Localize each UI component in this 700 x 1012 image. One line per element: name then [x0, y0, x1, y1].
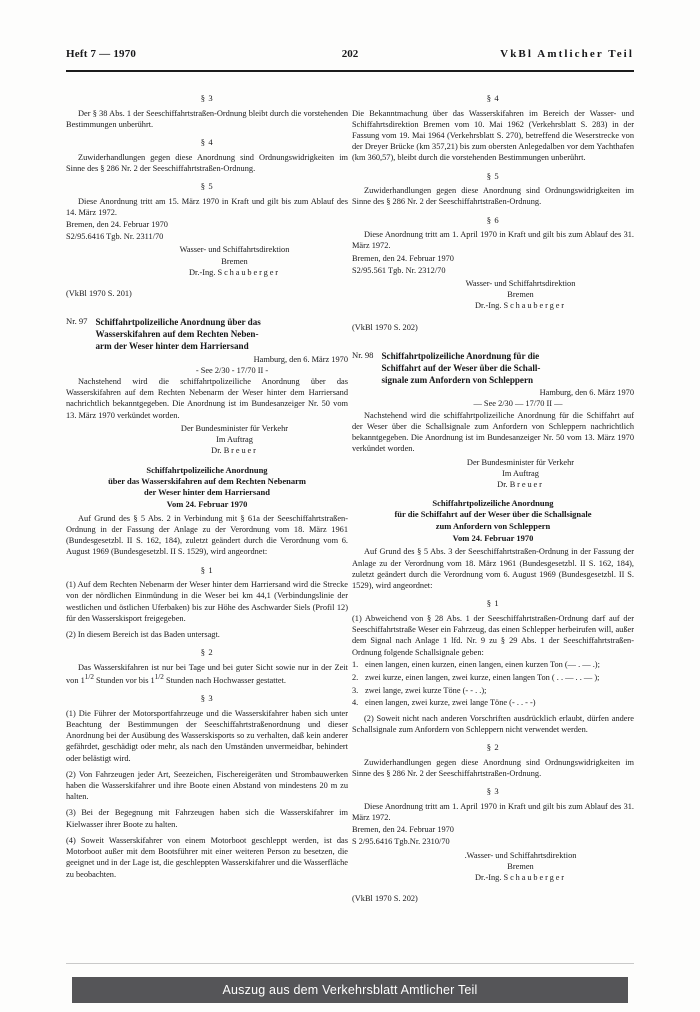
entry-98-by-order: Im Auftrag: [502, 468, 539, 478]
entry-98-signature-title: Dr.-Ing.: [475, 872, 502, 882]
entry-98-s2-text: Zuwiderhandlungen gegen diese Anordnung sind Ordnungswidrigkeiten im Sinne des § 286 Nr. 2 der Seeschiffahrtstraßen-Ordnung.: [352, 757, 634, 778]
entry-97-section-heading-2: § 2: [200, 647, 214, 658]
entry-98-authority-city: Bremen: [507, 861, 534, 871]
entry-98-signature-name: Schauberger: [503, 872, 566, 882]
entry-97-law-heading: [66, 465, 348, 499]
entry-98-minister-sig-title: Dr.: [497, 479, 508, 489]
entry-97-title-line-2: Wasserskifahren auf dem Rechten Neben-: [95, 329, 259, 340]
right-section-5-text: Zuwiderhandlungen gegen diese Anordnung sind Ordnungswidrigkeiten im Sinne des § 286 Nr. 2 der Seeschiffahrtstraßen-Ordnung.: [352, 186, 634, 207]
authority-city: Bremen: [221, 256, 248, 266]
entry-97-title-line-1: Schiffahrtpolizeiliche Anordnung über das: [95, 317, 261, 328]
entry-97-s3-p3: (3) Bei der Begegnung mit Fahrzeugen haben sich die Wasserskifahrer im Kielwasser ihrer Boote zu halten.: [66, 808, 348, 829]
page-header: [66, 48, 634, 70]
entry-97-minister-signature: [121, 445, 348, 456]
entry-98-file-reference: S 2/95.6416 Tgb.Nr. 2310/70: [352, 837, 450, 847]
entry-97-law-heading-line-2: über das Wasserskifahren auf dem Rechten Nebenarm: [108, 475, 306, 486]
section-heading-3: § 3: [200, 93, 214, 103]
entry-98-title-line-2: Schiffahrt auf der Weser über die Schall-: [381, 363, 541, 374]
entry-98-title-line-3: signale zum Anfordern von Schleppern: [381, 375, 534, 386]
entry-98-number: Nr. 98: [352, 349, 374, 360]
header-publication-title: VkBl Amtlicher Teil: [500, 48, 634, 60]
entry-97-preamble: Auf Grund des § 5 Abs. 2 in Verbindung mit § 61a der Seeschiffahrtstraßen-Ordnung in der Fassung der Anlage zu der Verordnung vom 18. März 1961 (Bundesgesetzbl. II S. 162, 184), zuletzt geändert durch die Verordnung vom 6. August 1969 (Bundesgesetzbl. II S. 1529), wird angeordnet:: [66, 513, 348, 557]
list-item-number: 2.: [352, 673, 359, 682]
entry-97-title: [95, 316, 348, 352]
authority-name: Wasser- und Schiffahrtsdirektion: [179, 245, 290, 255]
entry-98-announcement: Nachstehend wird die schiffahrtpolizeiliche Anordnung für die Schiffahrt auf der Weser über die Schallsignale zum Anfordern von Schleppern nachrichtlich bekanntgegeben. Die Anordnung ist im Bundesanzeiger Nr. 50 vom 13. März 1970 verkündet worden.: [352, 410, 634, 454]
entry-98-section-heading-3: § 3: [486, 786, 500, 797]
entry-98-heading: [352, 350, 634, 386]
entry-98-law-date: Vom 24. Februar 1970: [452, 533, 534, 544]
entry-98-title: [381, 350, 634, 386]
vkbl-reference: (VkBl 1970 S. 201): [66, 289, 132, 299]
right-signature-title: Dr.-Ing.: [475, 301, 502, 311]
list-item-text: einen langen, einen kurzen, einen langen, einen kurzen Ton (— . — .);: [365, 660, 600, 670]
right-section-heading-4: § 4: [486, 93, 500, 103]
section-5-text: Diese Anordnung tritt am 15. März 1970 in Kraft und gilt bis zum Ablauf des 14. März 1972.: [66, 196, 348, 217]
entry-97-s3-p2: (2) Von Fahrzeugen jeder Art, Seezeichen, Fischereigeräten und Strombauwerken haben die Wasserskifahrer und ihre Boote einen Abstand von mindestens 20 m zu halten.: [66, 769, 348, 802]
entry-98-section-heading-2: § 2: [486, 742, 500, 753]
entry-97-title-line-3: arm der Weser hinter dem Harriersand: [95, 341, 249, 352]
entry-97-origin: Hamburg, den 6. März 1970: [253, 354, 348, 364]
right-section-6-text: Diese Anordnung tritt am 1. April 1970 in Kraft und gilt bis zum Ablauf des 31. März 1972.: [352, 230, 634, 251]
entry-97-s2-fraction-1: 1/2: [84, 673, 94, 682]
right-authority-city: Bremen: [507, 290, 534, 300]
list-item: [352, 659, 634, 670]
entry-98-law-heading: [352, 498, 634, 532]
entry-98-minister-sig-name: Breuer: [509, 479, 544, 489]
entry-97-section-heading-3: § 3: [200, 693, 214, 704]
entry-97-s2-part-b: Stunden vor bis 1: [93, 675, 155, 685]
entry-98-origin: Hamburg, den 6. März 1970: [539, 388, 634, 398]
right-section-heading-6: § 6: [486, 214, 500, 225]
list-item: [352, 697, 634, 708]
list-item-text: zwei lange, zwei kurze Töne (- - . .);: [365, 685, 487, 695]
entry-98-law-heading-line-3: zum Anfordern von Schleppern: [435, 520, 551, 531]
entry-97-s3-p1: (1) Die Führer der Motorsportfahrzeuge und die Wasserskifahrer haben sich unter Beachtung der Bestimmungen der Seeschiffahrtstraßenordnung und dieser Anordnung bei der Ausübung des Wasserskisports so zu verhalten, daß kein anderer gefährdet, geschädigt oder mehr, als nach den Umständen unvermeidbar, behindert oder belästigt wird.: [66, 708, 348, 763]
right-vkbl-reference: (VkBl 1970 S. 202): [352, 322, 418, 332]
footer-banner: [72, 977, 628, 1003]
header-divider-rule: [66, 70, 634, 72]
entry-98-s1-p2: (2) Soweit nicht nach anderen Vorschriften ausdrücklich erlaubt, dürfen andere Schallsignale zum Anfordern von Schleppern nicht verwendet werden.: [352, 713, 634, 734]
right-file-reference: S2/95.561 Tgb. Nr. 2312/70: [352, 265, 446, 275]
left-column: [66, 86, 348, 881]
entry-97-s1-p2: (2) In diesem Bereich ist das Baden untersagt.: [66, 630, 220, 640]
list-item-number: 1.: [352, 660, 359, 670]
entry-98-law-heading-line-1: Schiffahrtpolizeiliche Anordnung: [432, 498, 554, 509]
entry-98-section-heading-1: § 1: [486, 598, 500, 609]
section-3-text: Der § 38 Abs. 1 der Seeschiffahrtstraßen-Ordnung bleibt durch die vorstehenden Bestimmungen unberührt.: [66, 108, 348, 129]
entry-97-s2-fraction-2: 1/2: [154, 673, 164, 682]
list-item-text: zwei kurze, einen langen, zwei kurze, einen langen Ton ( . . — . . — );: [365, 673, 600, 682]
entry-98-minister-block: [352, 457, 634, 491]
entry-97-minister-sig-name: Breuer: [223, 446, 258, 456]
entry-98-s3-text: Diese Anordnung tritt am 1. April 1970 in Kraft und gilt bis zum Ablauf des 31. März 1972.: [352, 801, 634, 822]
entry-98-law-heading-line-2: für die Schiffahrt auf der Weser über die Schallsignale: [394, 509, 592, 520]
section-heading-4: § 4: [200, 136, 214, 147]
entry-98-authority-name: .Wasser- und Schiffahrtsdirektion: [464, 850, 577, 860]
entry-98-signal-list: [352, 659, 634, 708]
entry-98-s1-p1: (1) Abweichend von § 28 Abs. 1 der Seeschiffahrtstraßen-Ordnung darf auf der Seeschiffahrtstraße Weser ein Fahrzeug, das einen Schlepper herbeirufen will, außer dem Signal nach Anlage 1 lfd. Nr. 9 zu § 29 Abs. 1 der Seeschiffahrtstraßen-Ordnung folgende Schallsignale geben:: [352, 613, 634, 657]
footer-divider-rule: [66, 963, 634, 964]
right-authority-name: Wasser- und Schiffahrtsdirektion: [465, 279, 576, 289]
page-number: 202: [341, 48, 359, 60]
list-item-number: 4.: [352, 698, 359, 708]
file-reference: S2/95.6416 Tgb. Nr. 2311/70: [66, 232, 164, 242]
right-signature-name: Schauberger: [503, 301, 566, 311]
entry-97-minister-sig-title: Dr.: [211, 446, 222, 456]
list-item-text: einen langen, zwei kurze, zwei lange Töne (- . . - -): [365, 698, 536, 708]
entry-97-minister-block: [66, 423, 348, 457]
entry-98-title-line-1: Schiffahrtpolizeiliche Anordnung für die: [381, 350, 540, 361]
entry-97-s2-text: [66, 662, 348, 686]
entry-spacer: [66, 299, 348, 314]
entry-97-s1-p1: (1) Auf dem Rechten Nebenarm der Weser hinter dem Harriersand wird die Strecke von der nördlichen Einmündung in die Weser bei km 44,1 (Verbindungslinie der westlichen und östlichen Uferbaken) bis zur Höhe des Aschwarder Siels (Profil 12) für den Wasserskisport freigegeben.: [66, 580, 348, 623]
authority-block: [66, 244, 348, 278]
right-section-heading-5: § 5: [486, 170, 500, 181]
entry-97-law-heading-line-1: Schiffahrtpolizeiliche Anordnung: [146, 464, 268, 475]
right-place-date: Bremen, den 24. Februar 1970: [352, 253, 454, 263]
entry-98-minister: Der Bundesminister für Verkehr: [466, 457, 575, 467]
entry-97-number: Nr. 97: [66, 316, 88, 327]
entry-97-law-date: Vom 24. Februar 1970: [166, 499, 248, 510]
entry-97-s3-p4: (4) Soweit Wasserskifahrer von einem Motorboot geschleppt werden, ist das Motorboot außer mit dem Bootsführer mit einer weiteren Person zu besetzen, die geeignet und in der Lage ist, die geschleppten Wasserskifahrer und die Wasserfläche zu beobachten.: [66, 835, 348, 879]
footer-caption: Auszug aus dem Verkehrsblatt Amtlicher Teil: [222, 983, 478, 997]
section-heading-5: § 5: [200, 180, 214, 191]
right-section-4-text: Die Bekanntmachung über das Wasserskifahren im Bereich der Wasser- und Schiffahrtsdirektion Bremen vom 10. Mai 1962 (Verkehrsblatt S. 283) in der Fassung vom 19. Mai 1964 (Verkehrsblatt S. 270), betreffend die Weserstrecke von der Dreyer Brücke (km 357,21) bis zum obersten Anlegedalben vor dem Yachthafen (km 360,57), bleibt durch die vorstehenden Bestimmungen unberührt.: [352, 108, 634, 163]
place-date: Bremen, den 24. Februar 1970: [66, 219, 168, 229]
right-column: [352, 86, 634, 904]
signature-name: Schauberger: [217, 267, 280, 277]
signature-line: [121, 267, 348, 278]
entry-98-authority-block: [352, 850, 634, 884]
entry-98-preamble: Auf Grund des § 5 Abs. 3 der Seeschiffahrtstraßen-Ordnung in der Fassung der Anlage zu der Verordnung vom 18. März 1961 (Bundesgesetzbl. II S. 162, 184), zuletzt geändert durch die Verordnung vom 6. August 1969 (Bundesgesetzbl. II S. 1529), wird angeordnet:: [352, 547, 634, 591]
entry-98-vkbl-reference: (VkBl 1970 S. 202): [352, 894, 418, 904]
right-authority-block: [352, 278, 634, 312]
section-4-text: Zuwiderhandlungen gegen diese Anordnung sind Ordnungswidrigkeiten im Sinne des § 286 Nr. 2 der Seeschiffahrtstraßen-Ordnung.: [66, 152, 348, 173]
signature-title: Dr.-Ing.: [189, 267, 216, 277]
entry-97-s2-part-a: Das Wasserskifahren ist nur bei Tage und bei guter Sicht sowie nur in der Zeit von 1: [66, 662, 348, 685]
entry-97-minister: Der Bundesminister für Verkehr: [180, 423, 289, 433]
entry-spacer: [352, 333, 634, 348]
entry-97-section-heading-1: § 1: [200, 564, 214, 575]
list-item: [352, 672, 634, 683]
entry-97-heading: [66, 316, 348, 352]
header-issue-label: Heft 7 — 1970: [66, 48, 137, 60]
entry-98-place-date: Bremen, den 24. Februar 1970: [352, 825, 454, 835]
entry-97-law-heading-line-3: der Weser hinter dem Harriersand: [144, 487, 270, 498]
list-item-number: 3.: [352, 685, 359, 695]
list-item: [352, 685, 634, 696]
right-signature-line: [407, 300, 634, 311]
entry-97-announcement: Nachstehend wird die schiffahrtpolizeiliche Anordnung über das Wasserskifahren auf dem Rechten Nebenarm der Weser hinter dem Harriersand nachrichtlich bekanntgegeben. Die Anordnung ist im Bundesanzeiger Nr. 50 vom 13. März 1970 verkündet worden.: [66, 376, 348, 420]
entry-97-s2-part-c: Stunden nach Hochwasser gestattet.: [163, 675, 286, 685]
entry-98-minister-signature: [407, 479, 634, 490]
entry-97-by-order: Im Auftrag: [216, 435, 253, 445]
entry-97-reference: - See 2/30 - 17/70 II -: [195, 365, 269, 375]
entry-98-signature-line: [407, 872, 634, 883]
entry-98-reference: — See 2/30 — 17/70 II —: [473, 399, 563, 409]
